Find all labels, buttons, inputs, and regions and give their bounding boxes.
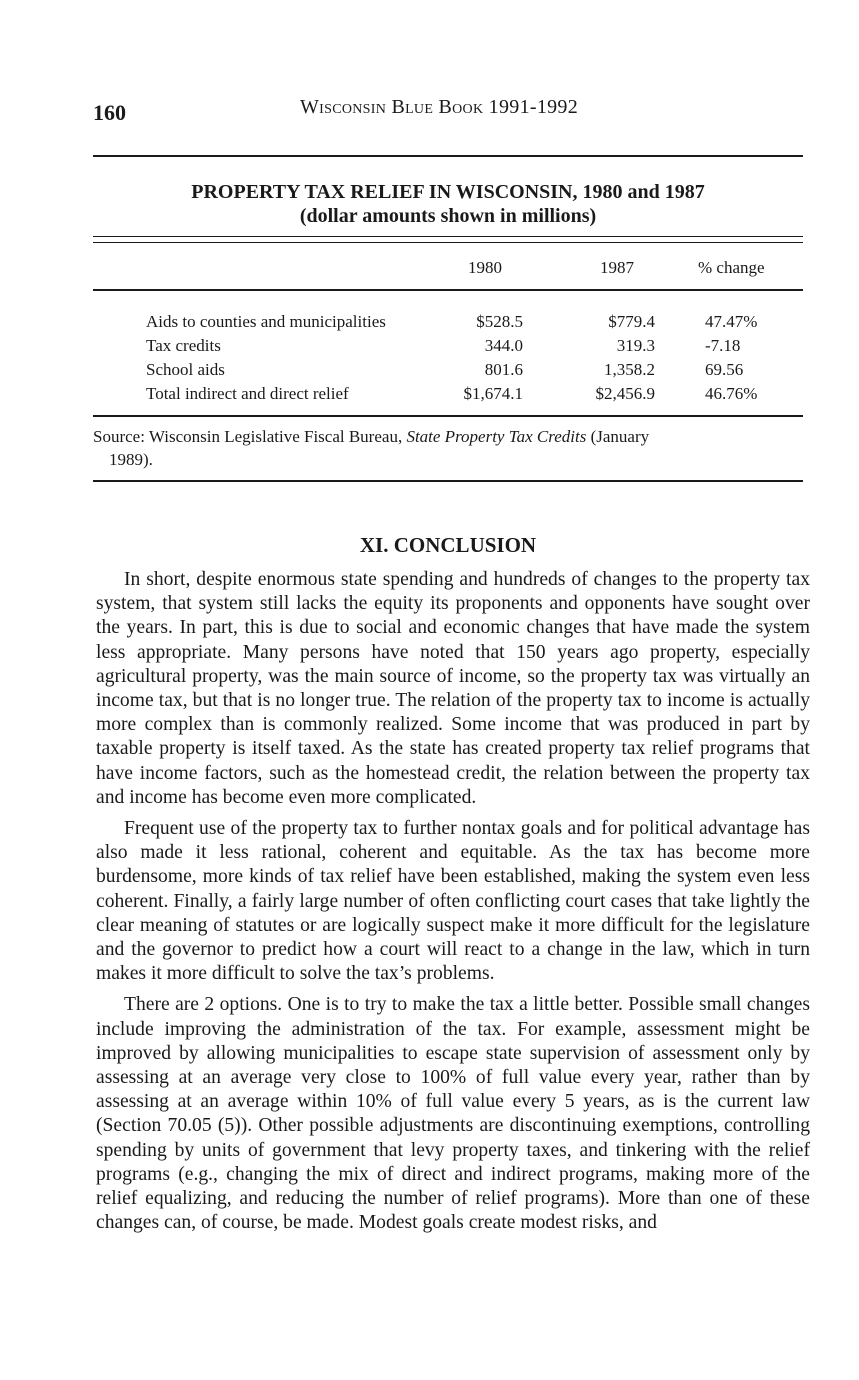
- table-bottom-rule: [93, 415, 803, 417]
- table-source-note: [93, 425, 803, 471]
- body-text: [96, 568, 810, 1242]
- table-row: [0, 360, 859, 384]
- row-value-1980: 801.6: [484, 360, 523, 379]
- row-label: Aids to counties and municipalities: [146, 312, 386, 331]
- table-row: [0, 312, 859, 336]
- row-label: Tax credits: [146, 336, 221, 355]
- row-label: School aids: [146, 360, 225, 379]
- source-publication-title: State Property Tax Credits: [406, 427, 587, 446]
- paragraph-2: Frequent use of the property tax to further nontax goals and for political advantage has also made it less rational, coherent and equitable. As the tax has become more burdensome, more kinds of tax relief have been established, making the system even less coherent. Finally, a fairly large number of often conflicting court cases that take lightly the clear meaning of statutes or are logically suspect make it more difficult for the legislature and the governor to predict how a court will react to a change in the law, which in turn makes it more difficult to solve the tax’s problems.: [96, 818, 810, 985]
- row-value-1980: $1,674.1: [463, 384, 523, 403]
- row-value-1987: $2,456.9: [595, 384, 655, 403]
- header-double-rule-2: [93, 242, 803, 243]
- source-bottom-rule: [93, 480, 803, 482]
- table-top-rule: [93, 155, 803, 157]
- column-header-rule: [93, 289, 803, 291]
- page-number: 160: [93, 100, 126, 125]
- column-header-1980: 1980: [468, 258, 502, 277]
- paragraph-3: There are 2 options. One is to try to make the tax a little better. Possible small changes include improving the administration of the tax. For example, assessment might be improved by allowing municipalities to escape state supervision of assessment only by assessing at an average very close to 100% of full value every year, rather than by assessing at an average within 10% of full value every 5 years, as is the current law (Section 70.05 (5)). Other possible adjustments are discontinuing exemptions, controlling spending by units of government that levy property taxes, and tinkering with the relief programs (e.g., changing the mix of direct and indirect programs, making more of the relief equalizing, and reducing the number of relief programs). More than one of these changes can, of course, be made. Modest goals create modest risks, and: [96, 994, 810, 1234]
- table-row-total: [0, 384, 859, 408]
- column-header-pct-change: % change: [698, 258, 765, 277]
- row-value-pct-change: 69.56: [705, 360, 744, 379]
- header-double-rule-1: [93, 236, 803, 237]
- row-value-pct-change: 46.76%: [705, 384, 758, 403]
- source-year: 1989).: [109, 450, 153, 469]
- table-subtitle: (dollar amounts shown in millions): [299, 205, 597, 227]
- row-value-1987: $779.4: [608, 312, 655, 331]
- table-title: PROPERTY TAX RELIEF IN WISCONSIN, 1980 and 1987: [191, 181, 705, 203]
- row-value-1987: 1,358.2: [604, 360, 655, 379]
- running-head: Wisconsin Blue Book 1991-1992: [300, 96, 579, 118]
- row-value-pct-change: 47.47%: [705, 312, 758, 331]
- row-value-pct-change: -7.18: [705, 336, 741, 355]
- paragraph-1: In short, despite enormous state spending and hundreds of changes to the property tax system, that system still lacks the equity its proponents and opponents have sought over the years. In part, this is due to social and economic changes that have made the system less appropriate. Many persons have noted that 150 years ago property, especially agricultural property, was the main source of income, so the property tax was virtually an income tax, but that is no longer true. The relation of the property tax to income is actually more complex than is commonly realized. Some income that was produced in part by taxable property is itself taxed. As the state has created property tax relief programs that have income factors, such as the homestead credit, the relation between the property tax and income has become even more complicated.: [96, 569, 810, 808]
- row-value-1987: 319.3: [616, 336, 655, 355]
- row-value-1980: 344.0: [484, 336, 523, 355]
- column-header-1987: 1987: [600, 258, 634, 277]
- source-suffix: (January: [586, 427, 650, 446]
- row-label: Total indirect and direct relief: [146, 384, 349, 403]
- row-value-1980: $528.5: [476, 312, 523, 331]
- section-heading: XI. CONCLUSION: [359, 533, 537, 557]
- table-row: [0, 336, 859, 360]
- source-prefix: Source: Wisconsin Legislative Fiscal Bureau,: [93, 427, 407, 446]
